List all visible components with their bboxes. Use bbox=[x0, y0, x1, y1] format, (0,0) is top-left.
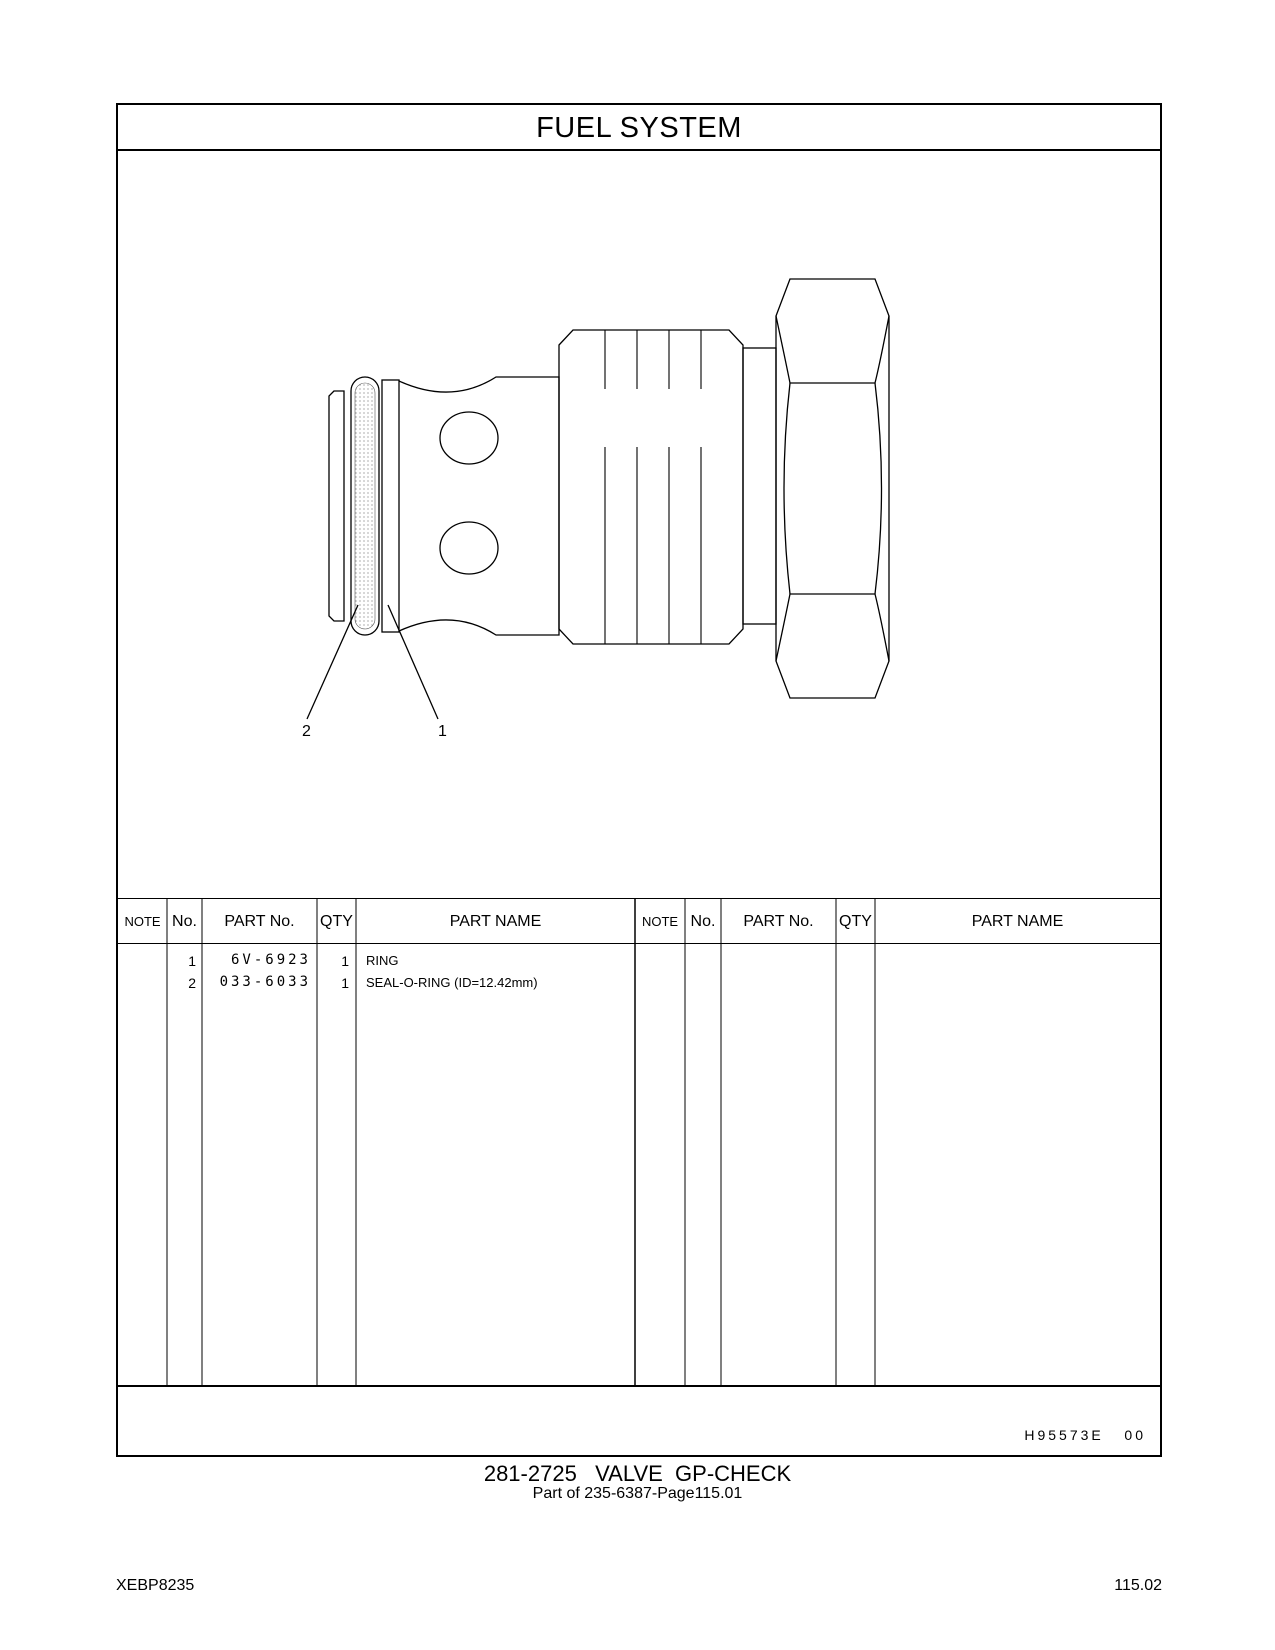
group-reference: Part of 235-6387-Page115.01 bbox=[532, 1485, 743, 1502]
hex-nut bbox=[776, 279, 889, 698]
illustration-id: H95573E 00 bbox=[1024, 1427, 1146, 1443]
end-cap bbox=[329, 391, 344, 621]
hex-flat-top bbox=[776, 316, 889, 383]
neck bbox=[743, 348, 776, 624]
ring-part bbox=[382, 380, 399, 632]
col-partno-header-left: PART No. bbox=[224, 913, 295, 930]
valve-body bbox=[399, 377, 559, 635]
seal-o-ring-texture bbox=[355, 383, 375, 629]
collar bbox=[559, 330, 743, 644]
leader-line-1 bbox=[388, 605, 438, 719]
row-1-qty: 1 bbox=[341, 953, 349, 969]
col-qty-header-right: QTY bbox=[839, 913, 872, 930]
row-2-part-name: SEAL-O-RING (ID=12.42mm) bbox=[366, 975, 538, 990]
col-partname-header-right: PART NAME bbox=[971, 913, 1064, 930]
hex-face bbox=[784, 383, 882, 594]
col-partname-header-left: PART NAME bbox=[449, 913, 542, 930]
row-1-part-no: 6V-6923 bbox=[230, 952, 311, 968]
leader-line-2 bbox=[307, 605, 358, 719]
illustration-id-band bbox=[118, 1385, 1160, 1457]
col-qty-header-left: QTY bbox=[320, 913, 353, 930]
exploded-drawing bbox=[118, 151, 1160, 901]
parts-table bbox=[118, 898, 1160, 1386]
col-partno-header-right: PART No. bbox=[743, 913, 814, 930]
row-1-part-name: RING bbox=[366, 953, 399, 968]
row-1-no: 1 bbox=[188, 953, 196, 969]
valve-illustration bbox=[118, 151, 1160, 901]
parts-page-frame bbox=[116, 103, 1162, 1457]
collar-grooves bbox=[605, 330, 701, 644]
row-2-no: 2 bbox=[188, 975, 196, 991]
page-number: 115.02 bbox=[1114, 1577, 1162, 1594]
hex-flat-bottom bbox=[776, 594, 889, 661]
col-no-header-left: No. bbox=[172, 913, 197, 930]
callout-1-label: 1 bbox=[438, 723, 447, 740]
row-2-part-no: 033-6033 bbox=[219, 974, 311, 990]
parts-table-grid bbox=[118, 899, 1160, 1386]
row-2-qty: 1 bbox=[341, 975, 349, 991]
lower-port bbox=[440, 522, 498, 574]
group-caption: 281-2725 VALVE GP-CHECK bbox=[483, 1461, 792, 1486]
upper-port bbox=[440, 412, 498, 464]
publication-number: XEBP8235 bbox=[116, 1577, 195, 1594]
page-title: FUEL SYSTEM bbox=[118, 105, 1160, 151]
col-note-header-left: NOTE bbox=[124, 914, 161, 929]
callout-2-label: 2 bbox=[302, 723, 311, 740]
col-note-header-right: NOTE bbox=[641, 914, 679, 929]
col-no-header-right: No. bbox=[690, 913, 716, 930]
